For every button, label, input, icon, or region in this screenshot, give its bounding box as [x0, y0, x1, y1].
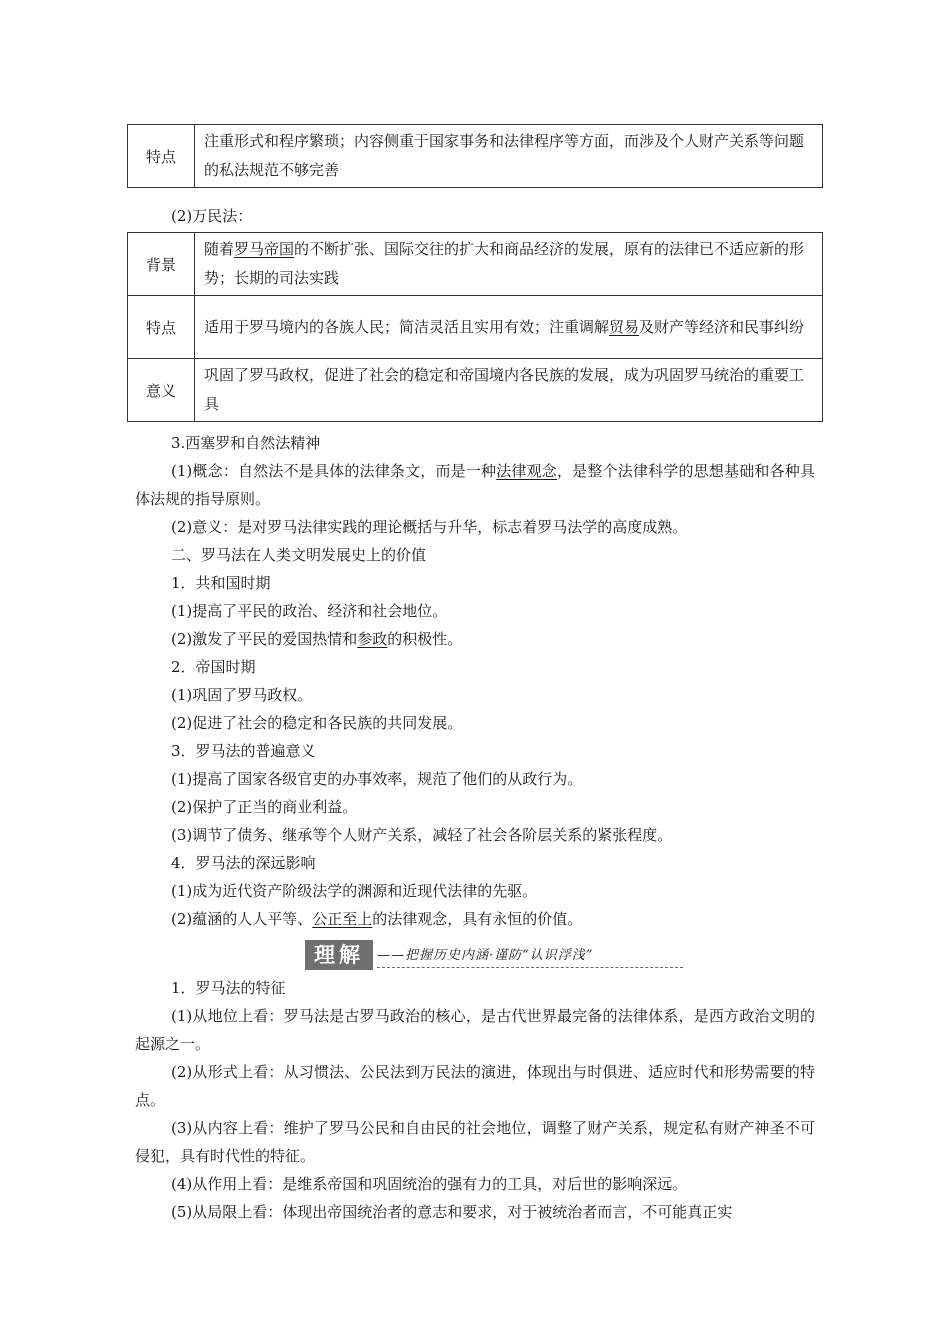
underlined-term: 法律观念: [496, 462, 557, 480]
table-row-content: 巩固了罗马政权，促进了社会的稳定和帝国境内各民族的发展，成为巩固罗马统治的重要工具: [195, 359, 823, 422]
table-wanminfa: [127, 232, 823, 422]
table-row-header: 背景: [128, 233, 195, 296]
paragraph: [135, 458, 815, 513]
paragraph: (2)从形式上看：从习惯法、公民法到万民法的演进，体现出与时俱进、适应时代和形势需要的特点。: [135, 1063, 815, 1109]
list-item: (1)成为近代资产阶级法学的渊源和近现代法律的先驱。: [171, 882, 538, 900]
section-heading: [135, 203, 815, 231]
list-item: (1)巩固了罗马政权。: [171, 686, 313, 704]
table-row: [128, 359, 823, 422]
subsection-title: 3．罗马法的普遍意义: [171, 742, 316, 760]
table-row: [128, 125, 823, 188]
underlined-term: 贸易: [609, 317, 640, 336]
subsection-title: 2．帝国时期: [171, 658, 256, 676]
section-title: 3.西塞罗和自然法精神: [171, 434, 321, 452]
banner-divider: [377, 967, 683, 968]
table-row-content: [195, 296, 823, 359]
list-item: (2)保护了正当的商业利益。: [171, 798, 358, 816]
banner-label: 理解: [305, 940, 373, 970]
table-shiminfa-features: [127, 124, 823, 188]
table-row-header: 意义: [128, 359, 195, 422]
subsection-title: 1．共和国时期: [171, 574, 271, 592]
table-row-header: 特点: [128, 125, 195, 188]
text-run: (2)蕴涵的人人平等、: [171, 910, 313, 928]
table-row-content: 注重形式和程序繁琐；内容侧重于国家事务和法律程序等方面，而涉及个人财产关系等问题的私法规范不够完善: [195, 125, 823, 188]
text-run: ，是整个法律科学的思想基础和各种具体法规的指导原则。: [135, 462, 815, 508]
subsection-title: 4．罗马法的深远影响: [171, 854, 316, 872]
list-item: [135, 906, 851, 934]
paragraph: (4)从作用上看：是维系帝国和巩固统治的强有力的工具，对后世的影响深远。: [171, 1175, 688, 1193]
section-banner: [305, 940, 685, 970]
paragraph: (2)意义：是对罗马法律实践的理论概括与升华，标志着罗马法学的高度成熟。: [171, 518, 688, 536]
text-run: 的不断扩张、国际交往的扩大和商品经济的发展，原有的法律已不适应新的形势；长期的司法实践: [204, 240, 805, 287]
underlined-term: 罗马帝国: [234, 240, 295, 258]
underlined-term: 参政: [357, 630, 388, 648]
text-run: 的积极性。: [387, 630, 463, 648]
table-row-content: [195, 233, 823, 296]
text-run: (1)概念：自然法不是具体的法律条文，而是一种: [171, 462, 497, 480]
list-item: (1)提高了国家各级官吏的办事效率，规范了他们的从政行为。: [171, 770, 583, 788]
list-item: (2)促进了社会的稳定和各民族的共同发展。: [171, 714, 463, 732]
text-run: 适用于罗马境内的各族人民；简洁灵活且实用有效；注重调解: [204, 317, 610, 336]
list-item: (3)调节了债务、继承等个人财产关系，减轻了社会各阶层关系的紧张程度。: [171, 826, 673, 844]
list-item: [135, 626, 851, 654]
paragraph: (5)从局限上看：体现出帝国统治者的意志和要求，对于被统治者而言，不可能真正实: [171, 1203, 733, 1221]
text-run: 及财产等经济和民事纠纷: [639, 317, 805, 336]
subsection-title: 1．罗马法的特征: [171, 979, 286, 997]
text-run: 的法律观念，具有永恒的价值。: [372, 910, 583, 928]
list-item: (1)提高了平民的政治、经济和社会地位。: [171, 602, 448, 620]
section-heading-text: (2)万民法：: [171, 207, 253, 225]
banner-subtitle: ——把握历史内涵·谨防“认识浮浅”: [377, 948, 594, 963]
part-title: 二、罗马法在人类文明发展史上的价值: [171, 546, 427, 564]
text-run: 随着: [204, 240, 235, 258]
underlined-term: 公正至上: [312, 910, 373, 928]
text-run: (2)激发了平民的爱国热情和: [171, 630, 358, 648]
table-row: [128, 233, 823, 296]
table-row-header: 特点: [128, 296, 195, 359]
paragraph: (3)从内容上看：维护了罗马公民和自由民的社会地位，调整了财产关系，规定私有财产神圣不可侵犯，具有时代性的特征。: [135, 1119, 815, 1165]
paragraph: (1)从地位上看：罗马法是古罗马政治的核心，是古代世界最完备的法律体系，是西方政治文明的起源之一。: [135, 1007, 815, 1053]
table-row: [128, 296, 823, 359]
